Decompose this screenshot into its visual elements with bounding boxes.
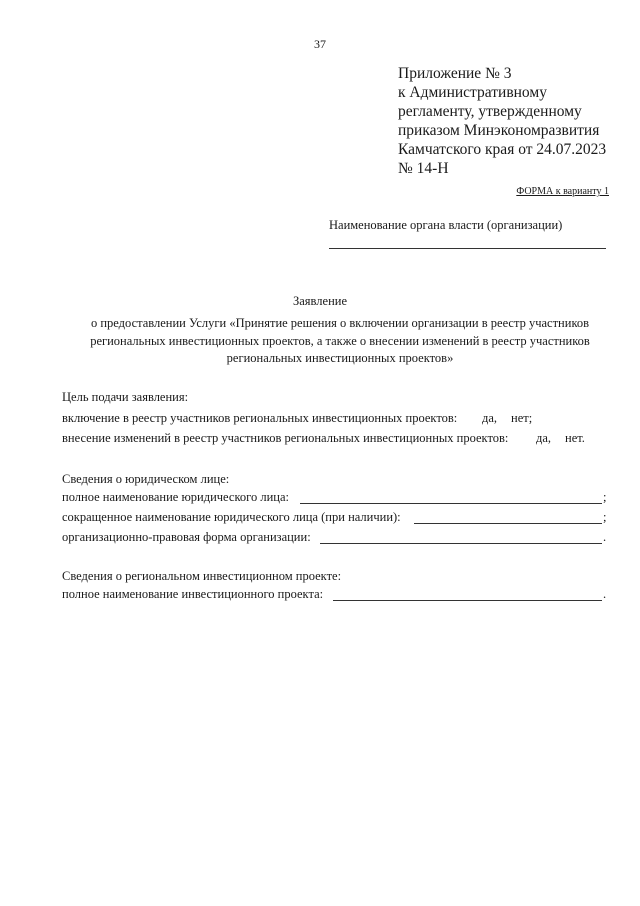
- document-subject: [40, 315, 640, 368]
- short-name-label: сокращенное наименование юридического лица (при наличии):: [62, 510, 401, 524]
- form-variant-label: ФОРМА к варианту 1: [516, 186, 609, 197]
- legal-form-label: организационно-правовая форма организации:: [62, 530, 311, 544]
- legal-entity-heading: Сведения о юридическом лице:: [62, 472, 230, 486]
- legal-form-end: .: [603, 530, 607, 544]
- project-name-field[interactable]: [333, 600, 602, 601]
- appendix-line: регламенту, утвержденному: [398, 103, 582, 120]
- changes-label: внесение изменений в реестр участников региональных инвестиционных проектов:: [62, 431, 509, 445]
- purpose-heading: Цель подачи заявления:: [62, 390, 189, 404]
- page-number: 37: [314, 37, 326, 51]
- short-name-field[interactable]: [414, 523, 602, 524]
- full-name-label: полное наименование юридического лица:: [62, 490, 289, 504]
- changes-no-option[interactable]: нет.: [565, 431, 585, 445]
- appendix-line: Приложение № 3: [398, 65, 512, 82]
- inclusion-yes-option[interactable]: да,: [482, 411, 498, 425]
- full-name-field[interactable]: [300, 503, 602, 504]
- legal-form-field[interactable]: [320, 543, 602, 544]
- subject-line: о предоставлении Услуги «Принятие решения о включении организации в реестр участников: [90, 316, 590, 330]
- appendix-line: к Административному: [398, 84, 547, 101]
- document-title: Заявление: [292, 294, 347, 308]
- appendix-block: [398, 64, 606, 178]
- subject-line: региональных инвестиционных проектов»: [226, 351, 454, 365]
- appendix-line: Камчатского края от 24.07.2023: [398, 141, 607, 158]
- full-name-end: ;: [603, 490, 607, 504]
- changes-yes-option[interactable]: да,: [536, 431, 552, 445]
- authority-label: Наименование органа власти (организации): [329, 218, 563, 232]
- appendix-line: № 14-Н: [398, 160, 449, 177]
- authority-fill-line[interactable]: [329, 248, 606, 249]
- project-heading: Сведения о региональном инвестиционном проекте:: [62, 569, 342, 583]
- inclusion-label: включение в реестр участников региональных инвестиционных проектов:: [62, 411, 458, 425]
- short-name-end: ;: [603, 510, 607, 524]
- appendix-line: приказом Минэкономразвития: [398, 122, 600, 139]
- inclusion-no-option[interactable]: нет;: [511, 411, 533, 425]
- subject-line: региональных инвестиционных проектов, а также о внесении изменений в реестр участников: [90, 333, 590, 348]
- project-name-end: .: [603, 587, 607, 601]
- project-name-label: полное наименование инвестиционного проекта:: [62, 587, 324, 601]
